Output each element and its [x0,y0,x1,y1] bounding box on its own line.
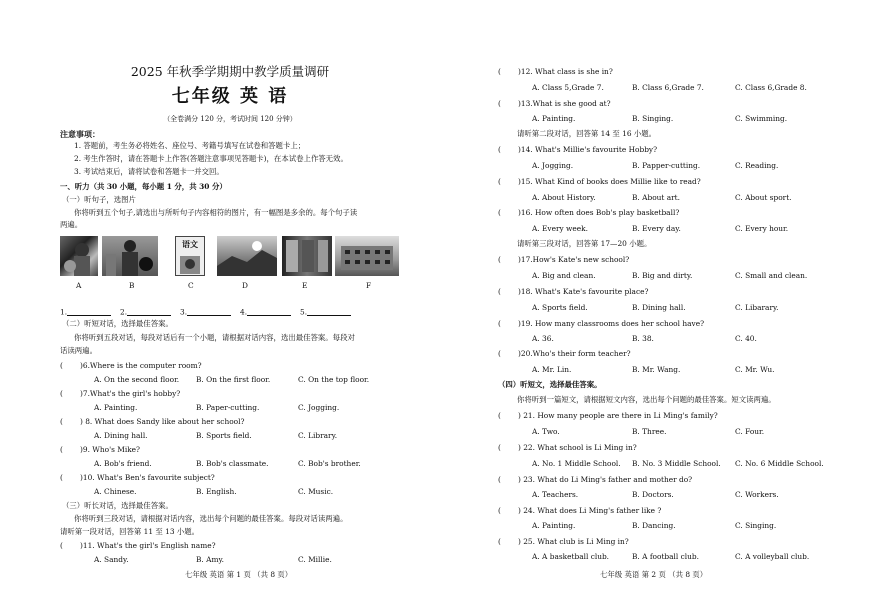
option-9b: B. Bob's classmate. [196,459,269,468]
question-20: ( )20.Who's their form teacher? [498,349,631,358]
option-9a: A. Bob's friend. [94,459,152,468]
answer-blank-4[interactable]: 4. [240,307,291,316]
option-6a: A. On the second floor. [94,375,180,384]
answer-paren[interactable]: ( [60,417,63,426]
option-8b: B. Sports field. [196,431,252,440]
option-14b: B. Papper-cutting. [632,161,701,170]
answer-blank-3[interactable]: 3. [180,307,231,316]
option-11c: C. Millie. [298,555,332,564]
option-19b: B. 38. [632,334,654,343]
option-20c: C. Mr. Wu. [735,365,775,374]
option-16b: B. Every day. [632,224,681,233]
option-24c: C. Singing. [735,521,777,530]
option-10a: A. Chinese. [94,487,137,496]
question-11: ( )11. What's the girl's English name? [60,541,216,550]
option-12a: A. Class 5,Grade 7. [532,83,604,92]
answer-paren[interactable]: ( [498,67,501,76]
part-3-heading: （三）听长对话，选择最佳答案。 [62,501,173,510]
option-19a: A. 36. [532,334,554,343]
part-2-heading: （二）听短对话，选择最佳答案。 [62,319,173,328]
option-21c: C. Four. [735,427,765,436]
answer-paren[interactable]: ( [498,537,501,546]
photo-label-c: C [188,281,194,290]
question-9: ( )9. Who's Mike? [60,445,141,454]
option-17c: C. Small and clean. [735,271,808,280]
answer-paren[interactable]: ( [60,445,63,454]
option-15a: A. About History. [532,193,596,202]
page-1-footer: 七年级 英语 第 1 页 （共 8 页） [185,570,293,579]
notice-2: 2. 考生作答时，请在答题卡上作答(答题注意事项见答题卡)，在本试卷上作答无效。 [74,154,348,163]
option-8a: A. Dining hall. [94,431,148,440]
exam-subject: 七年级 英 语 [171,86,289,107]
exam-title: 2025 年秋季学期期中教学质量调研 [130,64,330,79]
answer-blank-5[interactable]: 5. [300,307,351,316]
question-12: ( )12. What class is she in? [498,67,613,76]
answer-paren[interactable]: ( [498,145,501,154]
answer-paren[interactable]: ( [498,506,501,515]
instruction-17-20: 请听第三段对话，回答第 17—20 小题。 [517,239,652,248]
option-17a: A. Big and clean. [532,271,596,280]
option-13a: A. Painting. [532,114,576,123]
part-3-instruction: 你将听到三段对话，请根据对话内容，选出每个问题的最佳答案。每段对话读两遍。 [74,514,348,523]
option-24b: B. Dancing. [632,521,676,530]
option-23c: C. Workers. [735,490,779,499]
option-18b: B. Dining hall. [632,303,686,312]
section-1-heading: 一、听力（共 30 小题，每小题 1 分，共 30 分） [60,182,227,191]
page-2 [435,0,870,615]
answer-paren[interactable]: ( [498,349,501,358]
question-17: ( )17.How's Kate's new school? [498,255,630,264]
option-17b: B. Big and dirty. [632,271,693,280]
answer-blank-1[interactable]: 1. [60,307,111,316]
option-22b: B. No. 3 Middle School. [632,459,721,468]
option-10c: C. Music. [298,487,334,496]
option-6c: C. On the top floor. [298,375,370,384]
option-19c: C. 40. [735,334,757,343]
question-19: ( )19. How many classrooms does her school have? [498,319,705,328]
question-8: ( ) 8. What does Sandy like about her school? [60,417,245,426]
question-21: ( ) 21. How many people are there in Li Ming's family? [498,411,718,420]
question-6: ( )6.Where is the computer room? [60,361,202,370]
part-1-instruction-cont: 两遍。 [60,220,83,229]
photo-label-a: A [76,281,82,290]
option-22c: C. No. 6 Middle School. [735,459,824,468]
option-10b: B. English. [196,487,237,496]
answer-paren[interactable]: ( [60,361,63,370]
photo-label-f: F [366,281,372,290]
option-23a: A. Teachers. [532,490,579,499]
part-2-instruction: 你将听到五段对话，每段对话后有一个小题，请根据对话内容，选出最佳答案。每段对 [74,333,355,342]
option-16c: C. Every hour. [735,224,789,233]
option-9c: C. Bob's brother. [298,459,361,468]
option-25a: A. A basketball club. [532,552,610,561]
answer-paren[interactable]: ( [498,319,501,328]
option-18a: A. Sports field. [532,303,588,312]
question-16: ( )16. How often does Bob's play basketball? [498,208,680,217]
part-4-instruction: 你将听到一篇短文，请根据短文内容，选出每个问题的最佳答案。短文读两遍。 [517,395,776,404]
option-13c: C. Swimming. [735,114,788,123]
option-21a: A. Two. [532,427,560,436]
photo-label-b: B [129,281,135,290]
notice-1: 1. 答题前，考生务必将姓名、座位号、考籍号填写在试卷和答题卡上； [74,141,306,150]
option-14a: A. Jogging. [532,161,574,170]
notice-3: 3. 考试结束后，请将试卷和答题卡一并交回。 [74,167,224,176]
photo-label-d: D [242,281,248,290]
score-note: （全卷满分 120 分，考试时间 120 分钟） [163,115,297,123]
part-3-sub-instruction: 请听第一段对话，回答第 11 至 13 小题。 [60,527,200,536]
option-15c: C. About sport. [735,193,792,202]
option-11a: A. Sandy. [94,555,129,564]
question-7: ( )7.What's the girl's hobby? [60,389,181,398]
option-8c: C. Library. [298,431,338,440]
part-1-instruction: 你将听到五个句子,请选出与所听句子内容相符的图片，有一幅图是多余的。每个句子读 [74,208,358,217]
option-12b: B. Class 6,Grade 7. [632,83,704,92]
question-22: ( ) 22. What school is Li Ming in? [498,443,637,452]
option-24a: A. Painting. [532,521,576,530]
question-24: ( ) 24. What does Li Ming's father like ? [498,506,662,515]
option-23b: B. Doctors. [632,490,674,499]
option-7b: B. Paper-cutting. [196,403,260,412]
photo-f-building [335,236,399,276]
question-25: ( ) 25. What club is Li Ming in? [498,537,629,546]
photo-label-e: E [302,281,308,290]
part-1-heading: （一）听句子，选图片 [62,195,136,204]
answer-paren[interactable]: ( [498,99,501,108]
answer-paren[interactable]: ( [498,177,501,186]
photo-c-book [175,236,205,276]
notice-heading: 注意事项： [60,129,100,139]
question-18: ( )18. What's Kate's favourite place? [498,287,649,296]
question-13: ( )13.What is she good at? [498,99,611,108]
option-20a: A. Mr. Lin. [532,365,572,374]
part-4-heading: （四）听短文，选择最佳答案。 [498,380,602,389]
part-2-instruction-cont: 话读两遍。 [60,346,97,355]
option-25c: C. A volleyball club. [735,552,810,561]
book-title: 语文 [182,239,198,249]
option-22a: A. No. 1 Middle School. [532,459,621,468]
page-2-footer: 七年级 英语 第 2 页 （共 8 页） [600,570,708,579]
answer-paren[interactable]: ( [498,443,501,452]
option-20b: B. Mr. Wang. [632,365,681,374]
answer-paren[interactable]: ( [498,411,501,420]
answer-paren[interactable]: ( [60,473,63,482]
option-18c: C. Libarary. [735,303,779,312]
answer-blank-2[interactable]: 2. [120,307,171,316]
question-10: ( )10. What's Ben's favourite subject? [60,473,215,482]
option-7c: C. Jogging. [298,403,340,412]
option-6b: B. On the first floor. [196,375,271,384]
option-11b: B. Amy. [196,555,225,564]
answer-paren[interactable]: ( [498,208,501,217]
question-23: ( ) 23. What do Li Ming's father and mother do? [498,475,693,484]
photo-d [217,236,277,276]
answer-paren[interactable]: ( [60,389,63,398]
question-15: ( )15. What Kind of books does Millie like to read? [498,177,701,186]
option-21b: B. Three. [632,427,667,436]
option-7a: A. Painting. [94,403,138,412]
answer-paren[interactable]: ( [498,255,501,264]
question-14: ( )14. What's Millie's favourite Hobby? [498,145,658,154]
answer-paren[interactable]: ( [498,475,501,484]
option-14c: C. Reading. [735,161,779,170]
instruction-14-16: 请听第二段对话，回答第 14 至 16 小题。 [517,129,657,138]
option-12c: C. Class 6,Grade 8. [735,83,807,92]
photo-e [282,236,332,276]
option-13b: B. Singing. [632,114,674,123]
answer-paren[interactable]: ( [60,541,63,550]
photo-b [102,236,158,276]
option-25b: B. A football club. [632,552,699,561]
option-16a: A. Every week. [532,224,588,233]
answer-paren[interactable]: ( [498,287,501,296]
photo-a [60,236,98,276]
option-15b: B. About art. [632,193,680,202]
